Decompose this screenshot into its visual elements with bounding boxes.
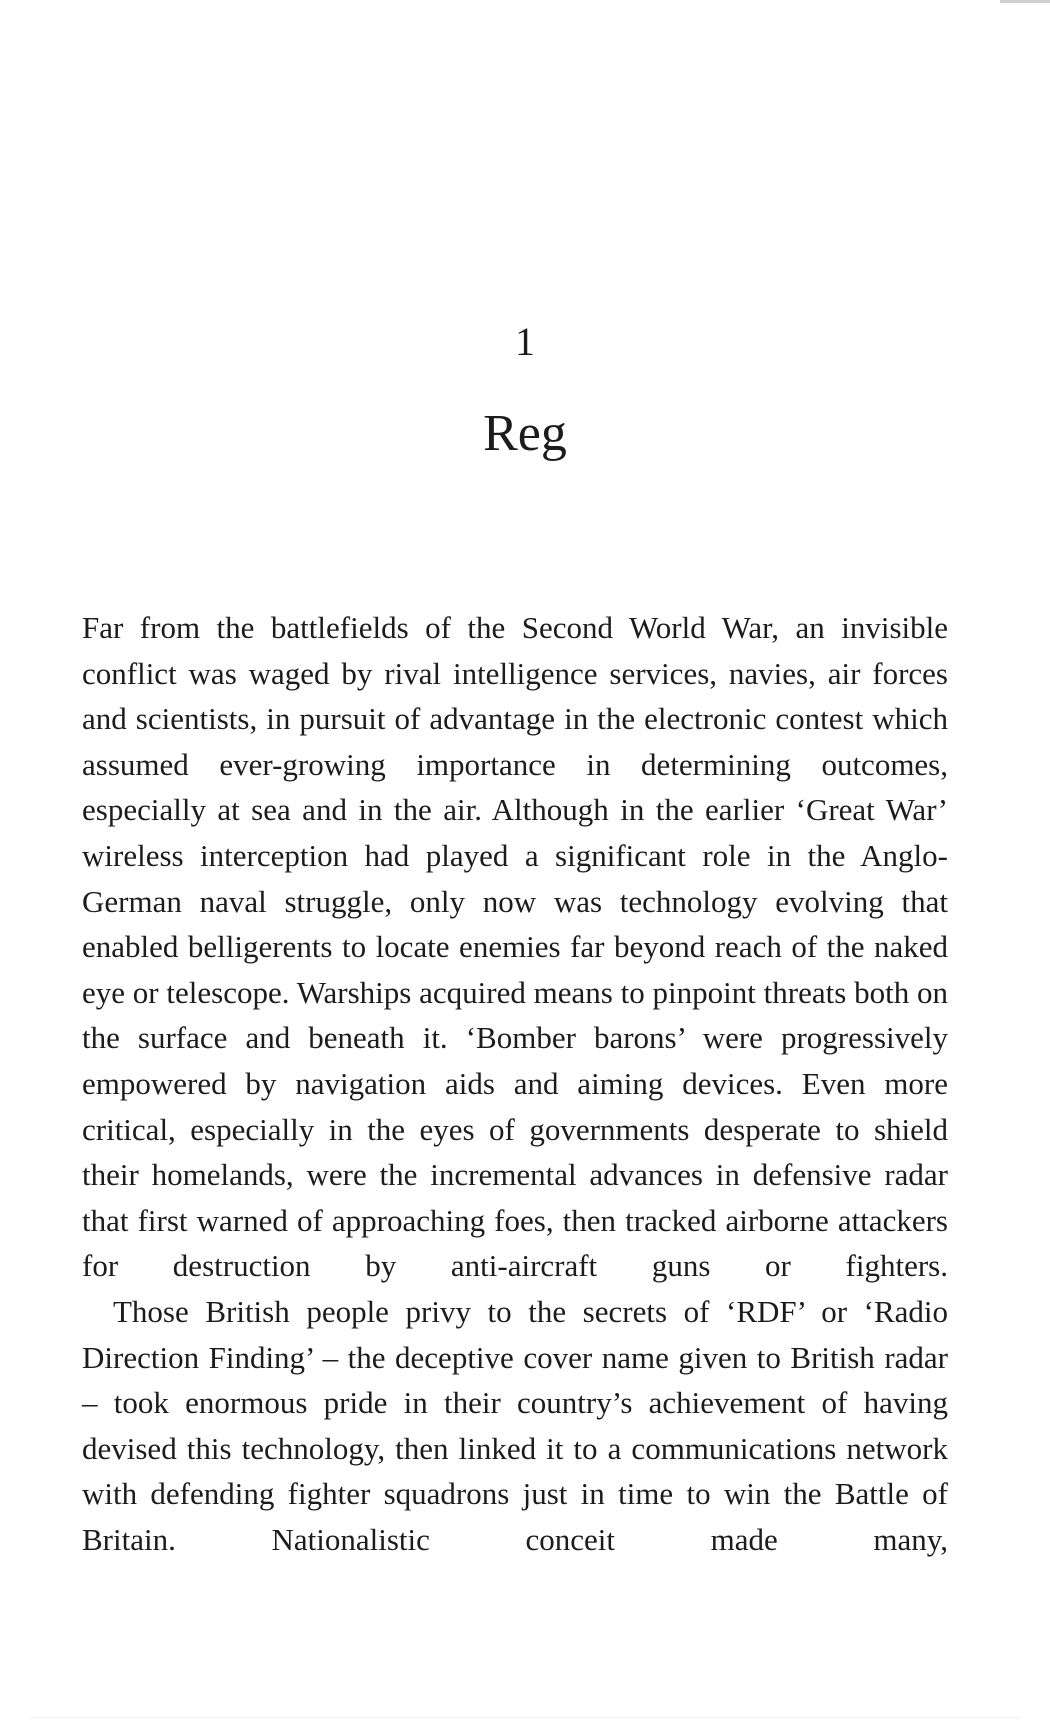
- chapter-title: Reg: [483, 405, 567, 462]
- page-edge-mark: [1000, 0, 1050, 3]
- chapter-body: [82, 605, 948, 1562]
- page-bottom-edge: [30, 1717, 1020, 1718]
- chapter-number: 1: [515, 319, 535, 364]
- paragraph-2: Those British people privy to the secrets of ‘RDF’ or ‘Radio Direction Finding’ – the deceptive cover name given to British radar – took enormous pride in their country’s achievement of having devised this technology, then linked it to a communications network with defending fighter squadrons just in time to win the Battle of Britain. Nationalistic conceit made many,: [82, 1293, 948, 1557]
- paragraph-1: Far from the battlefields of the Second World War, an invisible conflict was waged by rival intelligence services, navies, air forces and scientists, in pursuit of advantage in the electronic contest which assumed ever-growing importance in determining outcomes, especially at sea and in the air. Although in the earlier ‘Great War’ wireless interception had played a significant role in the Anglo-German naval struggle, only now was technology evolving that enabled belligerents to locate enemies far beyond reach of the naked eye or telescope. Warships acquired means to pinpoint threats both on the surface and beneath it. ‘Bomber barons’ were progressively empowered by navigation aids and aiming devices. Even more critical, especially in the eyes of governments desperate to shield their homelands, were the incremental advances in defensive radar that first warned of approaching foes, then tracked airborne attackers for destruction by anti-aircraft guns or fighters.: [82, 610, 948, 1284]
